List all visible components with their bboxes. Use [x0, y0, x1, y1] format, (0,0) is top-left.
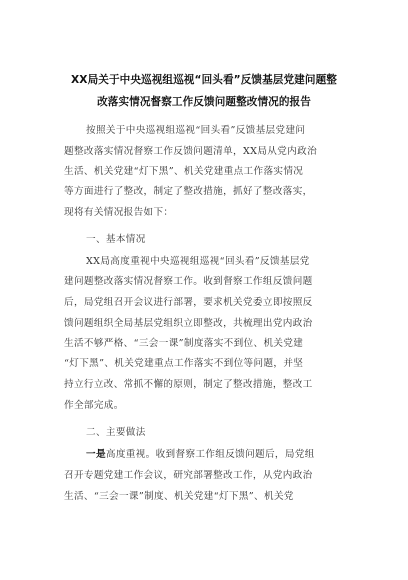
section2-line-rest: 高度重视。收到督察工作组反馈问题后，局党组	[105, 449, 315, 460]
report-title-line-2: 改落实情况督察工作反馈问题整改情况的报告	[97, 96, 311, 108]
section2-line	[86, 449, 376, 461]
intro-line: 等方面进行了整改，制定了整改措施，抓好了整改落实，	[64, 186, 313, 197]
section1-line: 作全部完成。	[64, 400, 124, 411]
report-title-line-1: XX局关于中央巡视组巡视“回头看”反馈基层党建问题整	[71, 74, 337, 86]
intro-line: 按照关于中央巡视组巡视“回头看”反馈基层党建问	[86, 125, 306, 136]
intro-line: 生活、机关党建“灯下黑”、机关党建重点工作落实情况	[64, 166, 304, 177]
section-heading-main-practices: 二、主要做法	[86, 427, 146, 438]
section2-lead-label: 一是	[86, 449, 106, 460]
intro-line: 现将有关情况报告如下：	[64, 207, 174, 218]
section1-line: 馈问题组织全局基层党组织立即整改，共梳理出党内政治	[64, 318, 313, 329]
section1-line: “灯下黑”、机关党建重点工作落实不到位等问题，并坚	[64, 358, 304, 369]
section2-line: 召开专题党建工作会议，研究部署整改工作，从党内政治	[64, 470, 313, 481]
section-heading-basic-situation: 一、基本情况	[86, 234, 146, 245]
section2-line: 生活、“三会一课”制度、机关党建“灯下黑”、机关党	[64, 491, 294, 502]
section1-line: 持立行立改、常抓不懈的原则，制定了整改措施，整改工	[64, 379, 313, 390]
section1-line: 生活不够严格、“三会一课”制度落实不到位、机关党建	[64, 338, 304, 349]
section1-line: XX局高度重视中央巡视组巡视“回头看”反馈基层党	[86, 256, 310, 267]
section1-line: 建问题整改落实情况督察工作。收到督察工作组反馈问题	[64, 276, 313, 287]
section1-line: 后，局党组召开会议进行部署，要求机关党委立即按照反	[64, 297, 313, 308]
intro-line: 题整改落实情况督察工作反馈问题清单，XX局从党内政治	[64, 146, 318, 157]
